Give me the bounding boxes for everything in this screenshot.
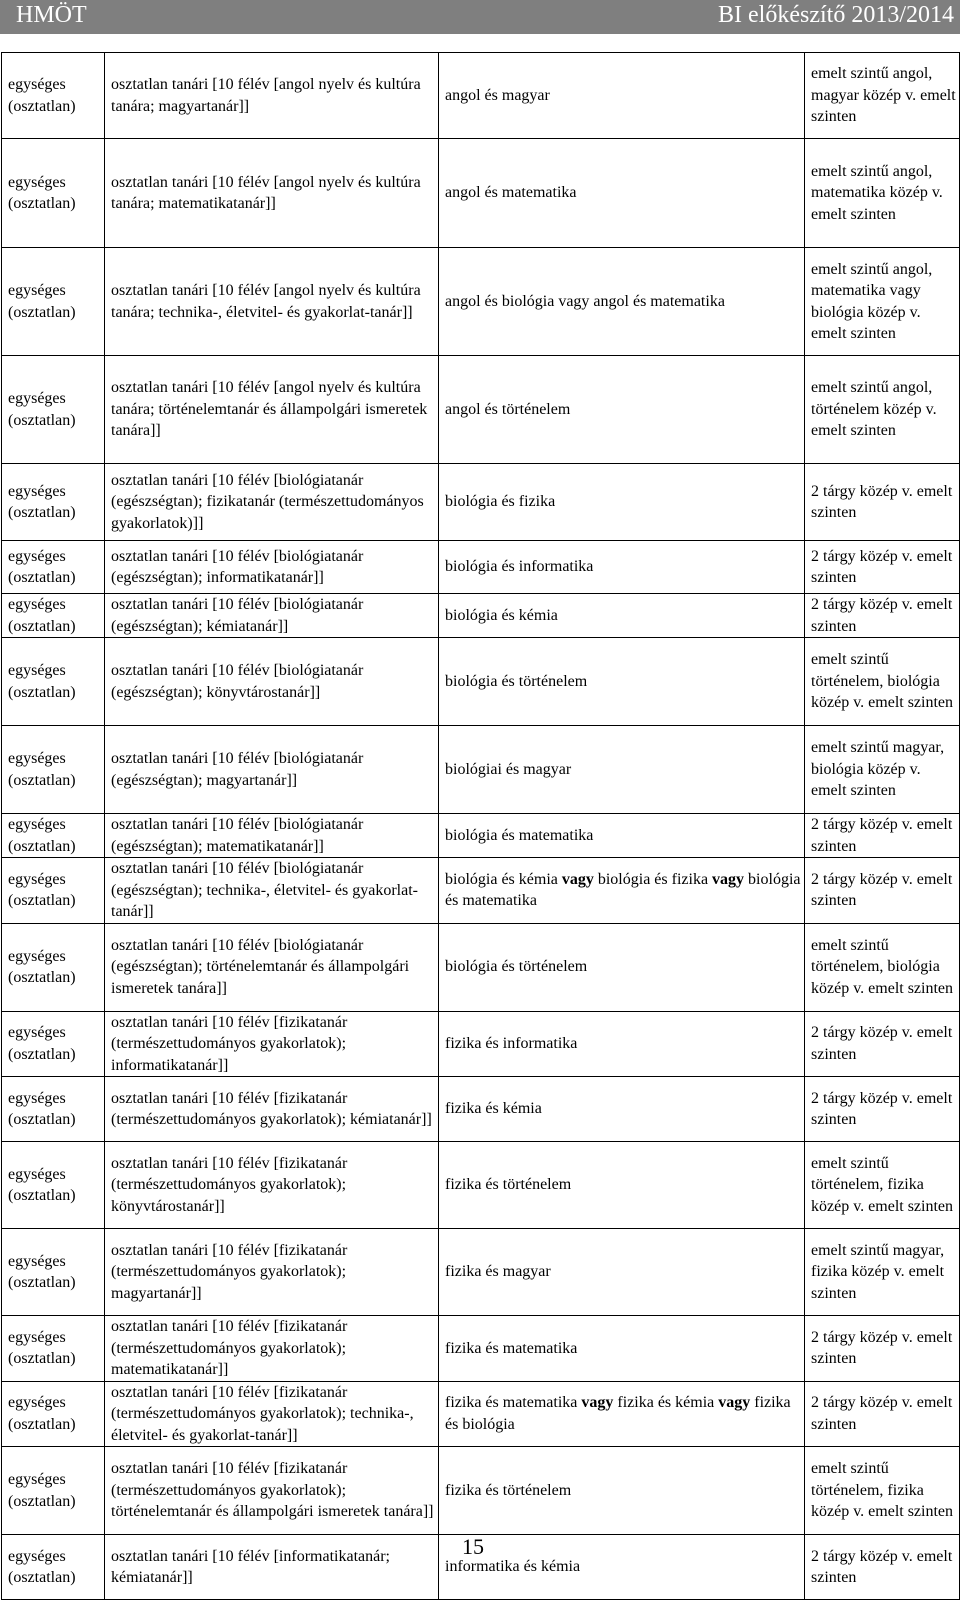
program-name: osztatlan tanári [10 félév [fizikatanár (természettudományos gyakorlatok); magyartanár]] bbox=[111, 1241, 348, 1302]
exam-subjects: fizika és magyar bbox=[445, 1263, 551, 1281]
program-name: osztatlan tanári [10 félév [biológiatanár (egészségtan); matematikatanár]] bbox=[111, 816, 364, 855]
exam-subjects: informatika és kémia bbox=[445, 1558, 581, 1576]
exam-subjects-cell bbox=[439, 858, 805, 924]
training-type: egységes (osztatlan) bbox=[8, 173, 76, 212]
program-name-cell bbox=[105, 1447, 439, 1535]
program-name-cell bbox=[105, 1011, 439, 1077]
exam-subjects-cell bbox=[439, 53, 805, 139]
exam-subjects: biológiai és magyar bbox=[445, 760, 572, 778]
exam-subjects-cell bbox=[439, 1011, 805, 1077]
training-type-cell bbox=[2, 1447, 105, 1535]
table-row bbox=[2, 858, 960, 924]
exam-subjects-cell bbox=[439, 1381, 805, 1447]
exam-subjects-cell bbox=[439, 1447, 805, 1535]
training-type-cell bbox=[2, 1535, 105, 1600]
program-name: osztatlan tanári [10 félév [angol nyelv és kultúra tanára; történelemtanár és állampolgári ismeretek tanára]] bbox=[111, 379, 428, 440]
program-name-cell bbox=[105, 1316, 439, 1382]
exam-level: emelt szintű magyar, fizika közép v. emelt szinten bbox=[811, 1241, 945, 1302]
training-type: egységes (osztatlan) bbox=[8, 1328, 76, 1368]
training-type-cell bbox=[2, 248, 105, 356]
training-type-cell bbox=[2, 1316, 105, 1382]
exam-level-cell bbox=[805, 858, 960, 924]
table-row bbox=[2, 1381, 960, 1447]
exam-subjects-cell bbox=[439, 923, 805, 1011]
program-name: osztatlan tanári [10 félév [biológiatanár (egészségtan); magyartanár]] bbox=[111, 750, 364, 789]
training-type-cell bbox=[2, 139, 105, 248]
exam-subjects-cell bbox=[439, 638, 805, 726]
table-row bbox=[2, 53, 960, 139]
training-type: egységes (osztatlan) bbox=[8, 390, 76, 429]
programs-table bbox=[1, 52, 960, 1600]
training-type: egységes (osztatlan) bbox=[8, 482, 76, 521]
exam-subjects-part: fizika és biológia bbox=[445, 1394, 791, 1433]
exam-subjects-cell bbox=[439, 814, 805, 858]
program-name-cell bbox=[105, 1535, 439, 1600]
exam-level: 2 tárgy közép v. emelt szinten bbox=[811, 1328, 953, 1368]
page-header bbox=[0, 0, 960, 34]
program-name-cell bbox=[105, 1229, 439, 1316]
or-keyword: vagy bbox=[712, 870, 745, 888]
program-name: osztatlan tanári [10 félév [angol nyelv és kultúra tanára; technika-, életvitel- és gyakorlat-tanár]] bbox=[111, 282, 421, 321]
table-row bbox=[2, 923, 960, 1011]
exam-level: 2 tárgy közép v. emelt szinten bbox=[811, 1394, 953, 1433]
or-keyword: vagy bbox=[581, 1394, 614, 1412]
program-name: osztatlan tanári [10 félév [informatikatanár; kémiatanár]] bbox=[111, 1547, 390, 1586]
table-row bbox=[2, 139, 960, 248]
exam-level-cell bbox=[805, 139, 960, 248]
exam-subjects-cell bbox=[439, 1229, 805, 1316]
program-name-cell bbox=[105, 638, 439, 726]
exam-level-cell bbox=[805, 1229, 960, 1316]
training-type-cell bbox=[2, 464, 105, 541]
exam-subjects-part: biológia és matematika bbox=[445, 870, 801, 910]
exam-level-cell bbox=[805, 248, 960, 356]
exam-level: 2 tárgy közép v. emelt szinten bbox=[811, 1089, 953, 1128]
training-type: egységes (osztatlan) bbox=[8, 1547, 76, 1586]
training-type: egységes (osztatlan) bbox=[8, 1252, 76, 1291]
exam-subjects: biológia és matematika bbox=[445, 826, 594, 844]
program-name: osztatlan tanári [10 félév [biológiatanár (egészségtan); fizikatanár (természettudományos gyakorlatok)]] bbox=[111, 471, 424, 532]
table-row bbox=[2, 1077, 960, 1142]
table-row bbox=[2, 1316, 960, 1382]
training-type: egységes (osztatlan) bbox=[8, 1471, 76, 1510]
exam-level: 2 tárgy közép v. emelt szinten bbox=[811, 816, 953, 855]
training-type-cell bbox=[2, 1142, 105, 1229]
program-name-cell bbox=[105, 814, 439, 858]
exam-subjects-cell bbox=[439, 726, 805, 814]
exam-level-cell bbox=[805, 1142, 960, 1229]
program-name: osztatlan tanári [10 félév [fizikatanár (természettudományos gyakorlatok); történelemtanár és állampolgári ismeretek tanára]] bbox=[111, 1460, 434, 1521]
table-row bbox=[2, 1447, 960, 1535]
training-type: egységes (osztatlan) bbox=[8, 596, 76, 635]
exam-level: emelt szintű angol, matematika vagy biológia közép v. emelt szinten bbox=[811, 260, 933, 342]
table-row bbox=[2, 464, 960, 541]
training-type-cell bbox=[2, 594, 105, 638]
header-title-right: BI előkészítő 2013/2014 bbox=[718, 2, 954, 28]
exam-subjects-part: fizika és matematika bbox=[445, 1394, 578, 1412]
program-name-cell bbox=[105, 139, 439, 248]
program-name: osztatlan tanári [10 félév [biológiatanár (egészségtan); informatikatanár]] bbox=[111, 547, 364, 586]
exam-subjects: angol és biológia vagy angol és matematika bbox=[445, 292, 725, 310]
exam-level: 2 tárgy közép v. emelt szinten bbox=[811, 547, 953, 586]
page-number: 15 bbox=[462, 1534, 484, 1559]
program-name-cell bbox=[105, 464, 439, 541]
exam-subjects-cell bbox=[439, 139, 805, 248]
exam-subjects-cell bbox=[439, 248, 805, 356]
exam-level: 2 tárgy közép v. emelt szinten bbox=[811, 870, 953, 910]
training-type-cell bbox=[2, 726, 105, 814]
exam-level: emelt szintű magyar, biológia közép v. emelt szinten bbox=[811, 739, 945, 800]
exam-subjects-cell bbox=[439, 356, 805, 464]
table-row bbox=[2, 1229, 960, 1316]
training-type: egységes (osztatlan) bbox=[8, 76, 76, 115]
exam-subjects: fizika és történelem bbox=[445, 1176, 572, 1194]
exam-level: 2 tárgy közép v. emelt szinten bbox=[811, 596, 953, 635]
training-type-cell bbox=[2, 53, 105, 139]
program-name: osztatlan tanári [10 félév [biológiatanár (egészségtan); kémiatanár]] bbox=[111, 596, 364, 635]
training-type-cell bbox=[2, 1229, 105, 1316]
program-name-cell bbox=[105, 356, 439, 464]
exam-level-cell bbox=[805, 356, 960, 464]
training-type-cell bbox=[2, 858, 105, 924]
exam-subjects: fizika és kémia bbox=[445, 1100, 542, 1118]
exam-subjects-cell bbox=[439, 464, 805, 541]
program-name: osztatlan tanári [10 félév [biológiatanár (egészségtan); történelemtanár és állampolgári ismeretek tanára]] bbox=[111, 936, 410, 997]
program-name-cell bbox=[105, 1077, 439, 1142]
exam-subjects-part: biológia és fizika bbox=[597, 870, 709, 888]
exam-level-cell bbox=[805, 53, 960, 139]
exam-subjects-cell bbox=[439, 594, 805, 638]
table-row bbox=[2, 638, 960, 726]
training-type-cell bbox=[2, 638, 105, 726]
exam-subjects: biológia és informatika bbox=[445, 558, 594, 576]
exam-level: 2 tárgy közép v. emelt szinten bbox=[811, 1547, 953, 1586]
training-type: egységes (osztatlan) bbox=[8, 870, 76, 910]
table-row bbox=[2, 248, 960, 356]
training-type-cell bbox=[2, 1077, 105, 1142]
training-type-cell bbox=[2, 541, 105, 594]
exam-level-cell bbox=[805, 923, 960, 1011]
training-type-cell bbox=[2, 356, 105, 464]
exam-level-cell bbox=[805, 814, 960, 858]
training-type: egységes (osztatlan) bbox=[8, 947, 76, 986]
exam-subjects-part: biológia és kémia bbox=[445, 870, 558, 888]
program-name-cell bbox=[105, 726, 439, 814]
table-row bbox=[2, 1142, 960, 1229]
table-row bbox=[2, 1011, 960, 1077]
program-name: osztatlan tanári [10 félév [fizikatanár (természettudományos gyakorlatok); matematikatanár]] bbox=[111, 1318, 348, 1378]
exam-level: 2 tárgy közép v. emelt szinten bbox=[811, 482, 953, 521]
training-type: egységes (osztatlan) bbox=[8, 750, 76, 789]
programs-table-body bbox=[2, 53, 960, 1600]
exam-level-cell bbox=[805, 638, 960, 726]
table-row bbox=[2, 594, 960, 638]
table-row bbox=[2, 726, 960, 814]
training-type-cell bbox=[2, 923, 105, 1011]
exam-level-cell bbox=[805, 726, 960, 814]
program-name: osztatlan tanári [10 félév [fizikatanár (természettudományos gyakorlatok); kémiatanár]] bbox=[111, 1089, 432, 1128]
exam-subjects: biológia és történelem bbox=[445, 672, 588, 690]
exam-subjects: fizika és matematika bbox=[445, 1339, 578, 1357]
training-type-cell bbox=[2, 1381, 105, 1447]
exam-level-cell bbox=[805, 1381, 960, 1447]
program-name: osztatlan tanári [10 félév [angol nyelv és kultúra tanára; matematikatanár]] bbox=[111, 173, 421, 212]
program-name-cell bbox=[105, 858, 439, 924]
exam-level-cell bbox=[805, 464, 960, 541]
exam-level: emelt szintű történelem, biológia közép v. emelt szinten bbox=[811, 936, 954, 997]
program-name-cell bbox=[105, 1381, 439, 1447]
exam-level-cell bbox=[805, 1316, 960, 1382]
training-type-cell bbox=[2, 1011, 105, 1077]
exam-subjects: fizika és történelem bbox=[445, 1481, 572, 1499]
exam-subjects: fizika és informatika bbox=[445, 1035, 578, 1052]
exam-level: emelt szintű történelem, fizika közép v. emelt szinten bbox=[811, 1460, 954, 1521]
program-name-cell bbox=[105, 53, 439, 139]
exam-subjects-cell bbox=[439, 1535, 805, 1600]
exam-subjects: biológia és kémia bbox=[445, 606, 558, 624]
exam-level-cell bbox=[805, 1077, 960, 1142]
exam-level-cell bbox=[805, 1535, 960, 1600]
program-name-cell bbox=[105, 1142, 439, 1229]
exam-level-cell bbox=[805, 541, 960, 594]
program-name: osztatlan tanári [10 félév [angol nyelv és kultúra tanára; magyartanár]] bbox=[111, 76, 421, 115]
program-name-cell bbox=[105, 541, 439, 594]
training-type: egységes (osztatlan) bbox=[8, 1165, 76, 1204]
table-row bbox=[2, 356, 960, 464]
table-row bbox=[2, 541, 960, 594]
header-title-left: HMÖT bbox=[16, 2, 87, 28]
exam-level: emelt szintű angol, magyar közép v. emelt szinten bbox=[811, 65, 956, 126]
exam-level: 2 tárgy közép v. emelt szinten bbox=[811, 1024, 953, 1063]
exam-level-cell bbox=[805, 1011, 960, 1077]
training-type: egységes (osztatlan) bbox=[8, 282, 76, 321]
training-type: egységes (osztatlan) bbox=[8, 547, 76, 586]
exam-level: emelt szintű történelem, fizika közép v. emelt szinten bbox=[811, 1154, 954, 1215]
training-type: egységes (osztatlan) bbox=[8, 662, 76, 701]
exam-subjects: angol és magyar bbox=[445, 86, 550, 104]
program-name: osztatlan tanári [10 félév [fizikatanár (természettudományos gyakorlatok); informatikatanár]] bbox=[111, 1013, 348, 1074]
exam-level-cell bbox=[805, 1447, 960, 1535]
training-type: egységes (osztatlan) bbox=[8, 1394, 76, 1433]
exam-subjects-cell bbox=[439, 541, 805, 594]
exam-subjects-part: fizika és kémia bbox=[617, 1394, 715, 1412]
exam-level: emelt szintű angol, történelem közép v. emelt szinten bbox=[811, 379, 937, 440]
exam-level-cell bbox=[805, 594, 960, 638]
exam-subjects-cell bbox=[439, 1316, 805, 1382]
exam-level: emelt szintű történelem, biológia közép v. emelt szinten bbox=[811, 651, 954, 712]
program-name: osztatlan tanári [10 félév [biológiatanár (egészségtan); könyvtárostanár]] bbox=[111, 662, 364, 701]
exam-subjects: biológia és történelem bbox=[445, 958, 588, 976]
table-row bbox=[2, 814, 960, 858]
program-name-cell bbox=[105, 923, 439, 1011]
exam-subjects: biológia és fizika bbox=[445, 493, 556, 511]
program-name-cell bbox=[105, 594, 439, 638]
training-type: egységes (osztatlan) bbox=[8, 1089, 76, 1128]
exam-level: emelt szintű angol, matematika közép v. emelt szinten bbox=[811, 162, 943, 223]
exam-subjects-cell bbox=[439, 1142, 805, 1229]
or-keyword: vagy bbox=[718, 1394, 751, 1412]
training-type: egységes (osztatlan) bbox=[8, 816, 76, 855]
program-name: osztatlan tanári [10 félév [fizikatanár (természettudományos gyakorlatok); könyvtárostanár]] bbox=[111, 1154, 348, 1215]
exam-subjects: angol és történelem bbox=[445, 400, 571, 418]
exam-subjects-cell bbox=[439, 1077, 805, 1142]
or-keyword: vagy bbox=[561, 870, 594, 888]
training-type-cell bbox=[2, 814, 105, 858]
program-name: osztatlan tanári [10 félév [fizikatanár (természettudományos gyakorlatok); technika-, életvitel- és gyakorlat-tanár]] bbox=[111, 1383, 414, 1444]
exam-subjects: angol és matematika bbox=[445, 184, 577, 202]
training-type: egységes (osztatlan) bbox=[8, 1024, 76, 1063]
program-name: osztatlan tanári [10 félév [biológiatanár (egészségtan); technika-, életvitel- és gyakorlat-tanár]] bbox=[111, 860, 418, 920]
program-name-cell bbox=[105, 248, 439, 356]
